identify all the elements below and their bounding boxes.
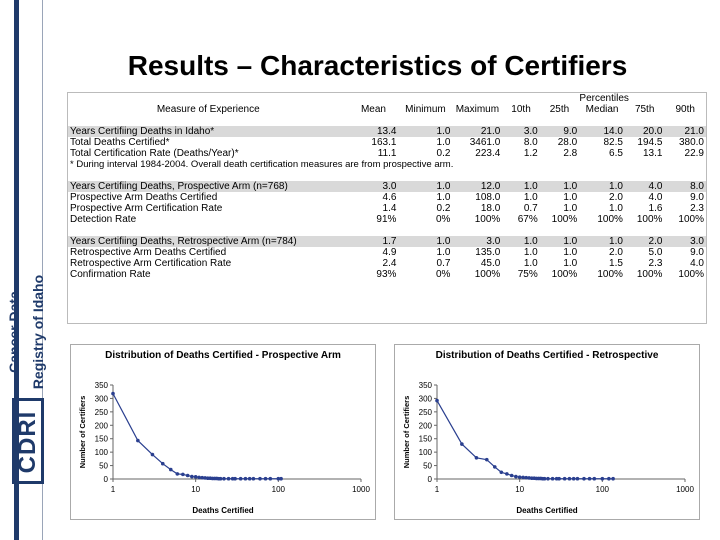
cell-value: 1.5 <box>609 258 623 269</box>
data-point <box>151 453 155 457</box>
data-point <box>543 477 547 481</box>
y-tick-label: 50 <box>99 461 108 471</box>
y-tick-label: 50 <box>423 461 432 471</box>
y-tick-label: 100 <box>94 448 108 458</box>
spacer-row <box>68 170 706 181</box>
data-point <box>611 477 615 481</box>
cell-value: 135.0 <box>475 247 501 258</box>
series-line <box>437 401 613 479</box>
y-tick-label: 100 <box>418 448 432 458</box>
cell-value: 91% <box>376 214 397 225</box>
column-header: Minimum <box>405 104 446 115</box>
x-tick-label: 1 <box>434 485 440 494</box>
data-point <box>197 476 201 480</box>
cell-value: 1.0 <box>563 181 578 192</box>
cell-value: 1.0 <box>436 126 451 137</box>
data-point <box>518 475 522 479</box>
header-row <box>68 104 706 115</box>
cell-value: 2.0 <box>609 192 623 203</box>
cell-value: 1.0 <box>609 203 623 214</box>
cell-value: 100% <box>636 214 663 225</box>
cell-value: 108.0 <box>475 192 501 203</box>
y-axis-label: Number of Certifiers <box>402 395 411 469</box>
cell-value: 223.4 <box>475 148 501 159</box>
row-label: Years Certifiing Deaths, Retrospective Arm (n=784) <box>70 236 297 247</box>
y-tick-label: 200 <box>418 421 432 431</box>
x-tick-label: 100 <box>271 485 286 494</box>
cell-value: 4.0 <box>648 192 663 203</box>
data-point <box>219 477 223 481</box>
data-point <box>161 462 165 466</box>
cell-value: 100% <box>474 214 501 225</box>
cell-value: 4.0 <box>648 181 663 192</box>
y-tick-label: 250 <box>94 407 108 417</box>
data-point <box>186 474 190 478</box>
y-tick-label: 350 <box>94 381 108 390</box>
cell-value: 4.0 <box>690 258 704 269</box>
y-tick-label: 150 <box>418 434 432 444</box>
table-row <box>68 126 706 137</box>
chart-prospective <box>70 344 376 520</box>
row-label: Prospective Arm Certification Rate <box>70 203 223 214</box>
data-point <box>169 468 173 472</box>
data-point <box>568 477 572 481</box>
cell-value: 163.1 <box>371 137 397 148</box>
data-point <box>514 475 518 479</box>
cell-value: 1.7 <box>382 236 397 247</box>
cell-value: 1.0 <box>436 236 451 247</box>
column-header: 25th <box>549 104 570 115</box>
y-axis-label: Number of Certifiers <box>78 395 87 469</box>
data-point <box>551 477 555 481</box>
cell-value: 1.0 <box>436 137 451 148</box>
cell-value: 100% <box>597 269 623 280</box>
chart-plot <box>71 345 377 521</box>
data-point <box>563 477 567 481</box>
cell-value: 45.0 <box>480 258 501 269</box>
table-row <box>68 148 706 159</box>
cell-value: 1.4 <box>382 203 397 214</box>
chart-title: Distribution of Deaths Certified - Prospective Arm <box>105 350 341 361</box>
data-point <box>485 458 489 462</box>
cell-value: 100% <box>678 214 704 225</box>
cell-value: 9.0 <box>563 126 578 137</box>
table-row <box>68 269 706 280</box>
logo-acronym: CDRI <box>14 410 41 474</box>
cell-value: 1.0 <box>563 192 578 203</box>
data-point <box>248 477 252 481</box>
data-point <box>181 473 185 477</box>
data-point <box>557 477 561 481</box>
data-point <box>239 477 243 481</box>
data-point <box>252 477 256 481</box>
cell-value: 8.0 <box>523 137 538 148</box>
data-point <box>111 392 115 396</box>
data-point <box>190 475 194 479</box>
data-point <box>607 477 611 481</box>
chart-retrospective <box>394 344 700 520</box>
data-point <box>258 477 262 481</box>
cell-value: 5.0 <box>648 247 663 258</box>
cell-value: 9.0 <box>690 247 704 258</box>
cell-value: 100% <box>636 269 663 280</box>
cell-value: 0.7 <box>436 258 451 269</box>
table-row <box>68 214 706 225</box>
cell-value: 1.0 <box>523 247 538 258</box>
series-line <box>113 394 281 479</box>
cell-value: 13.4 <box>376 126 397 137</box>
cell-value: 4.9 <box>382 247 397 258</box>
cell-value: 0.2 <box>436 148 451 159</box>
row-label: Retrospective Arm Certification Rate <box>70 258 232 269</box>
cell-value: 18.0 <box>480 203 501 214</box>
chart-title: Distribution of Deaths Certified - Retrospective <box>435 350 659 361</box>
cell-value: 1.0 <box>563 236 578 247</box>
cell-value: 8.0 <box>690 181 704 192</box>
cell-value: 2.3 <box>648 258 663 269</box>
cell-value: 1.0 <box>436 181 451 192</box>
table-note-row <box>68 159 706 170</box>
x-axis-label: Deaths Certified <box>516 506 578 515</box>
cell-value: 0.2 <box>436 203 451 214</box>
data-point <box>593 477 597 481</box>
row-label: Detection Rate <box>70 214 137 225</box>
column-header: 75th <box>634 104 655 115</box>
cell-value: 2.0 <box>609 247 623 258</box>
table-row <box>68 236 706 247</box>
cell-value: 100% <box>597 214 623 225</box>
y-tick-label: 300 <box>94 394 108 404</box>
cell-value: 12.0 <box>480 181 501 192</box>
column-header: Median <box>585 104 619 115</box>
data-point <box>227 477 231 481</box>
data-point <box>269 477 273 481</box>
row-label: Years Certifiing Deaths, Prospective Arm (n=768) <box>70 181 288 192</box>
cell-value: 1.2 <box>523 148 538 159</box>
cell-value: 75% <box>517 269 538 280</box>
cell-value: 82.5 <box>603 137 623 148</box>
y-tick-label: 350 <box>418 381 432 390</box>
table-row <box>68 258 706 269</box>
cell-value: 1.0 <box>563 247 578 258</box>
cell-value: 1.0 <box>523 258 538 269</box>
cell-value: 3.0 <box>523 126 538 137</box>
cell-value: 100% <box>551 269 578 280</box>
cdri-logo <box>4 260 50 520</box>
column-header: Mean <box>360 104 386 115</box>
data-point <box>264 477 268 481</box>
x-tick-label: 1000 <box>676 485 694 494</box>
data-point <box>572 477 576 481</box>
stats-grid <box>68 93 706 280</box>
cell-value: 1.0 <box>563 203 578 214</box>
cell-value: 100% <box>551 214 578 225</box>
table-footnote: * During interval 1984-2004. Overall death certification measures are from prospective arm. <box>70 159 454 170</box>
table-row <box>68 203 706 214</box>
data-point <box>493 465 497 469</box>
cell-value: 22.9 <box>684 148 704 159</box>
cell-value: 3.0 <box>486 236 501 247</box>
cell-value: 3461.0 <box>469 137 501 148</box>
cell-value: 194.5 <box>637 137 663 148</box>
spacer-cell <box>68 115 706 126</box>
statistics-table <box>67 92 707 324</box>
row-label: Confirmation Rate <box>70 269 151 280</box>
cell-value: 100% <box>678 269 704 280</box>
data-point <box>500 470 504 474</box>
y-tick-label: 0 <box>427 475 432 484</box>
row-label: Retrospective Arm Deaths Certified <box>70 247 227 258</box>
x-tick-label: 1000 <box>352 485 370 494</box>
data-point <box>546 477 550 481</box>
data-point <box>435 399 439 403</box>
cell-value: 0% <box>436 214 451 225</box>
table-row <box>68 247 706 258</box>
data-point <box>136 439 140 443</box>
data-point <box>588 477 592 481</box>
data-point <box>194 475 198 479</box>
table-row <box>68 181 706 192</box>
cell-value: 3.0 <box>690 236 704 247</box>
cell-value: 13.1 <box>642 148 663 159</box>
row-label: Total Deaths Certified* <box>70 137 170 148</box>
percentiles-header: Percentiles <box>579 93 629 104</box>
y-tick-label: 300 <box>418 394 432 404</box>
slide-title: Results – Characteristics of Certifiers <box>127 50 628 81</box>
table-row <box>68 192 706 203</box>
header-blank <box>68 93 502 104</box>
cell-value: 1.0 <box>436 192 451 203</box>
cell-value: 2.0 <box>648 236 663 247</box>
table-row <box>68 137 706 148</box>
y-tick-label: 150 <box>94 434 108 444</box>
data-point <box>176 472 180 476</box>
header-row-percentiles <box>68 93 706 104</box>
data-point <box>521 476 525 480</box>
cell-value: 11.1 <box>377 148 397 159</box>
column-header: Measure of Experience <box>156 104 260 115</box>
data-point <box>510 474 514 478</box>
cell-value: 380.0 <box>678 137 704 148</box>
data-point <box>505 472 509 476</box>
y-tick-label: 200 <box>94 421 108 431</box>
cell-value: 2.4 <box>382 258 397 269</box>
data-point <box>582 477 586 481</box>
cell-value: 0.7 <box>523 203 538 214</box>
column-header: 90th <box>675 104 695 115</box>
x-tick-label: 1 <box>110 485 116 494</box>
spacer-cell <box>68 170 706 181</box>
x-tick-label: 10 <box>515 485 525 494</box>
cell-value: 28.0 <box>557 137 578 148</box>
x-tick-label: 100 <box>595 485 610 494</box>
cell-value: 2.8 <box>563 148 578 159</box>
cell-value: 14.0 <box>603 126 623 137</box>
x-tick-label: 10 <box>191 485 201 494</box>
cell-value: 9.0 <box>690 192 704 203</box>
spacer-row <box>68 225 706 236</box>
data-point <box>475 456 479 460</box>
cell-value: 1.0 <box>523 181 538 192</box>
column-header: Maximum <box>455 104 500 115</box>
column-header: 10th <box>511 104 531 115</box>
cell-value: 1.0 <box>563 258 578 269</box>
cell-value: 1.0 <box>609 236 623 247</box>
spacer-row <box>68 115 706 126</box>
cell-value: 100% <box>474 269 501 280</box>
cell-value: 20.0 <box>642 126 663 137</box>
row-label: Prospective Arm Deaths Certified <box>70 192 218 203</box>
x-axis-label: Deaths Certified <box>192 506 254 515</box>
cell-value: 4.6 <box>382 192 397 203</box>
cell-value: 1.0 <box>436 247 451 258</box>
data-point <box>244 477 248 481</box>
cell-value: 1.0 <box>609 181 623 192</box>
data-point <box>279 477 283 481</box>
cell-value: 3.0 <box>382 181 397 192</box>
data-point <box>460 442 464 446</box>
row-label: Years Certifiing Deaths in Idaho* <box>70 126 215 137</box>
row-label: Total Certification Rate (Deaths/Year)* <box>70 148 239 159</box>
data-point <box>222 477 226 481</box>
cell-value: 6.5 <box>609 148 623 159</box>
cell-value: 21.0 <box>480 126 501 137</box>
y-tick-label: 250 <box>418 407 432 417</box>
chart-plot <box>395 345 701 521</box>
cell-value: 21.0 <box>684 126 704 137</box>
cell-value: 1.0 <box>523 236 538 247</box>
data-point <box>601 477 605 481</box>
cell-value: 1.0 <box>523 192 538 203</box>
spacer-cell <box>68 225 706 236</box>
logo-org-line1: Cancer Data <box>6 291 22 373</box>
logo-org-line2: Registry of Idaho <box>30 274 46 390</box>
y-tick-label: 0 <box>103 475 108 484</box>
cell-value: 0% <box>436 269 451 280</box>
data-point <box>233 477 237 481</box>
cell-value: 93% <box>376 269 397 280</box>
cell-value: 67% <box>517 214 538 225</box>
data-point <box>576 477 580 481</box>
cell-value: 2.3 <box>690 203 704 214</box>
cell-value: 1.6 <box>648 203 663 214</box>
